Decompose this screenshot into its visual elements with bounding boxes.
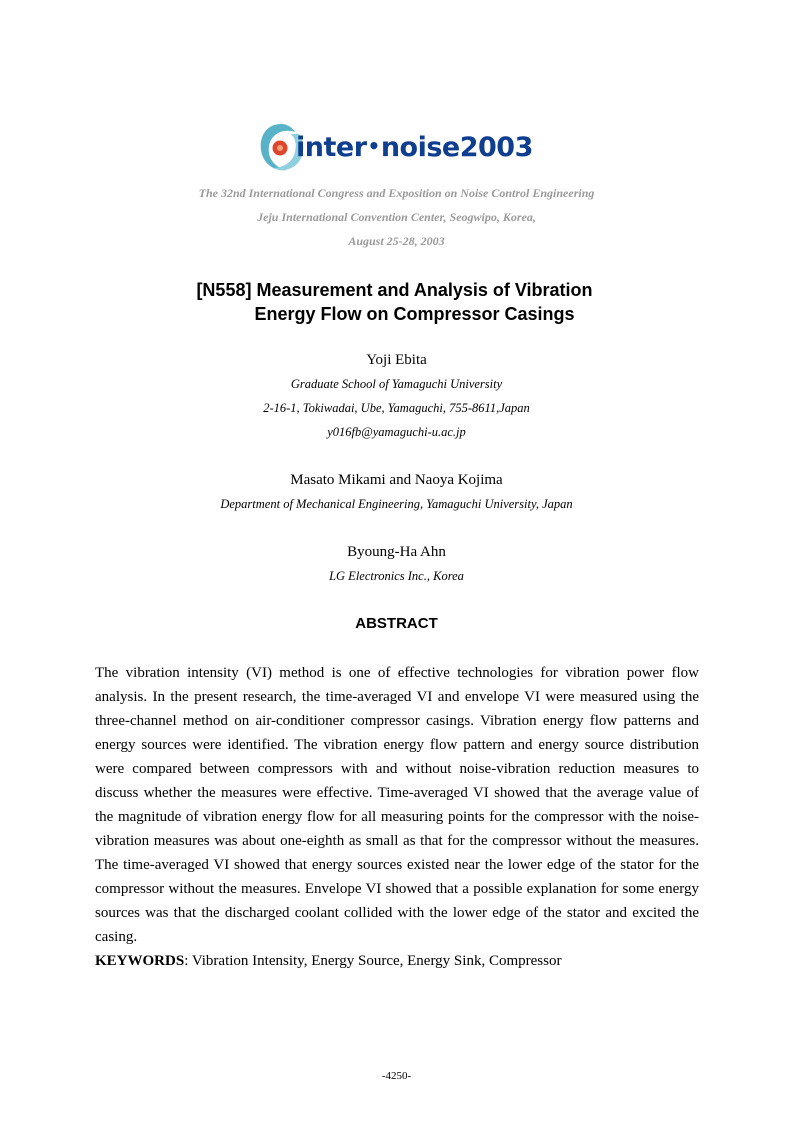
conference-name: The 32nd International Congress and Exposition on Noise Control Engineering	[198, 186, 595, 200]
paper-title-line-1: [N558] Measurement and Analysis of Vibration	[196, 280, 593, 300]
logo-wordmark: inter•noise2003	[296, 132, 533, 163]
conference-logo	[255, 120, 545, 178]
author-name: Masato Mikami and Naoya Kojima	[290, 472, 503, 488]
abstract-heading: ABSTRACT	[355, 615, 438, 632]
keywords-list: : Vibration Intensity, Energy Source, Energy Sink, Compressor	[184, 953, 562, 969]
author-affiliation: Graduate School of Yamaguchi University	[290, 377, 503, 391]
conference-dates: August 25-28, 2003	[348, 234, 445, 248]
page-number: -4250-	[381, 1070, 412, 1082]
keywords-label: KEYWORDS	[95, 953, 185, 969]
conference-venue: Jeju International Convention Center, Seogwipo, Korea,	[257, 210, 536, 224]
paper-title-line-2: Energy Flow on Compressor Casings	[254, 304, 575, 324]
author-email: y016fb@yamaguchi-u.ac.jp	[327, 425, 466, 439]
author-name: Byoung-Ha Ahn	[347, 544, 446, 560]
author-name: Yoji Ebita	[366, 352, 427, 368]
author-affiliation: LG Electronics Inc., Korea	[329, 569, 464, 583]
author-address: 2-16-1, Tokiwadai, Ube, Yamaguchi, 755-8611,Japan	[263, 401, 530, 415]
author-affiliation: Department of Mechanical Engineering, Yamaguchi University, Japan	[220, 497, 573, 511]
keywords-line	[95, 949, 699, 973]
abstract-body: The vibration intensity (VI) method is one of effective technologies for vibration power flow analysis. In the present research, the time-averaged VI and envelope VI were measured using the three-channel method on air-conditioner compressor casings. Vibration energy flow patterns and energy sources were identified. The vibration energy flow pattern and energy source distribution were compared between compressors with and without noise-vibration reduction measures to discuss whether the measures were effective. Time-averaged VI showed that the average value of the magnitude of vibration energy flow for all measuring points for the compressor with the noise-vibration measures was about one-eighth as small as that for the compressor without the measures. The time-averaged VI showed that energy sources existed near the lower edge of the stator for the compressor without the measures. Envelope VI showed that a possible explanation for some energy sources was that the discharged coolant collided with the lower edge of the stator and excited the casing.	[95, 665, 699, 945]
